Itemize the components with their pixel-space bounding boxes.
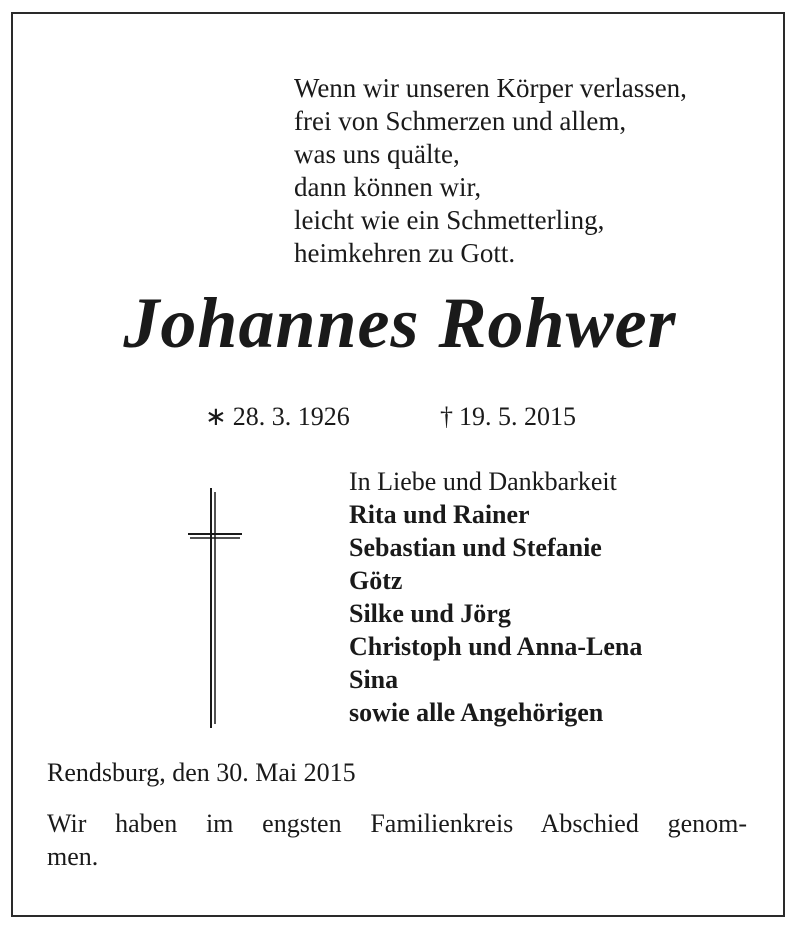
birth-date [205,402,350,432]
mourner-name: sowie alle Angehörigen [349,698,604,727]
mourner-name: Sebastian und Stefanie [349,533,602,562]
death-dagger-icon: † [440,402,453,431]
mourner-name: Rita und Rainer [349,500,530,529]
mourner-name: Sina [349,665,399,694]
poem [294,72,687,270]
poem-line: leicht wie ein Schmetterling, [294,205,605,235]
poem-line: dann können wir, [294,172,482,202]
poem-line: was uns quälte, [294,139,460,169]
cross-icon [180,488,250,728]
death-date-value: 19. 5. 2015 [459,402,576,431]
birth-date-value: 28. 3. 1926 [232,402,350,431]
mourner-name: Götz [349,566,403,595]
farewell-notice-line: Wir haben im engsten Familienkreis Abschied genom- [47,809,747,838]
place-and-date: Rendsburg, den 30. Mai 2015 [47,758,356,787]
mourners-intro: In Liebe und Dankbarkeit [349,467,617,496]
death-date [440,402,576,432]
mourners [349,465,642,729]
mourner-name: Christoph und Anna-Lena [349,632,643,661]
poem-line: heimkehren zu Gott. [294,238,516,268]
birth-star-icon: ∗ [205,402,227,431]
poem-line: frei von Schmerzen und allem, [294,106,627,136]
farewell-notice-line: men. [47,842,99,871]
mourner-name: Silke und Jörg [349,599,511,628]
deceased-name: Johannes Rohwer [123,283,677,363]
farewell-notice [47,807,747,873]
poem-line: Wenn wir unseren Körper verlassen, [294,73,687,103]
